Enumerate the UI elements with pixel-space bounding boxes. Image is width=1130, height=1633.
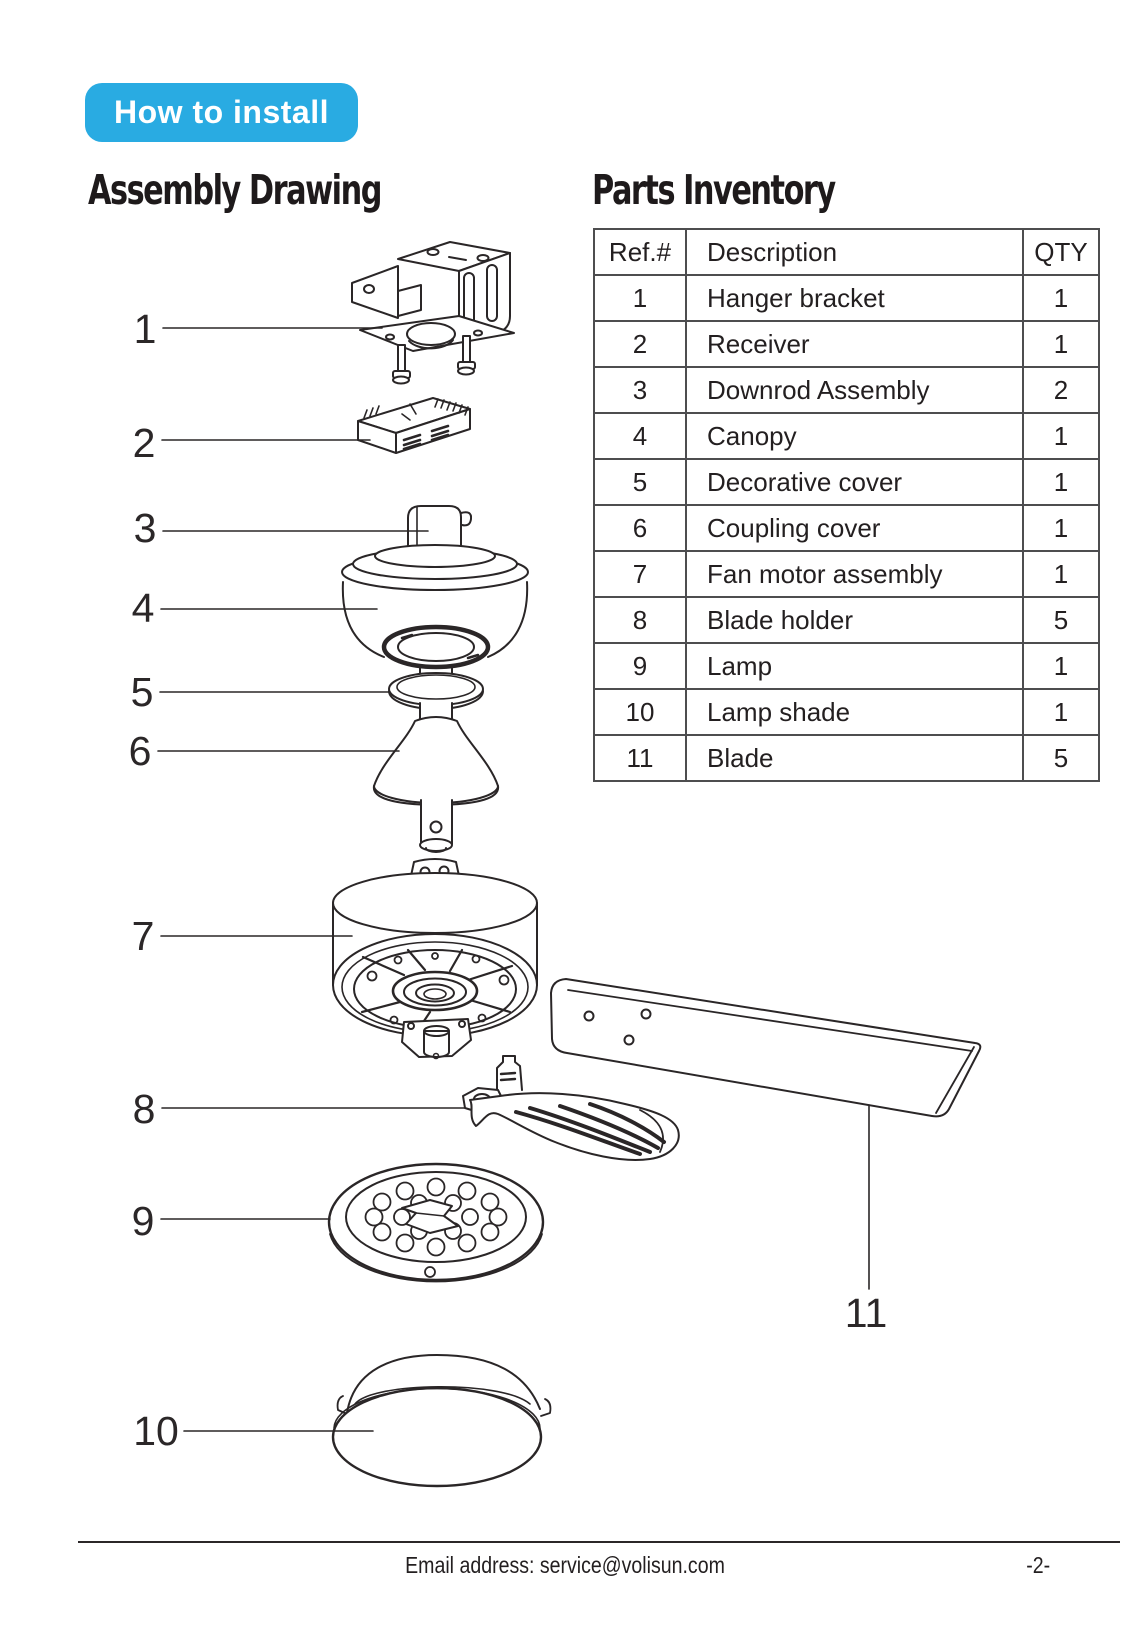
col-header-description: Description xyxy=(686,229,1023,275)
ref-cell: 9 xyxy=(594,643,686,689)
callout-3: 3 xyxy=(133,505,157,551)
callout-9: 9 xyxy=(131,1198,155,1244)
description-cell: Fan motor assembly xyxy=(686,551,1023,597)
hanger-bracket-drawing xyxy=(352,242,514,384)
qty-cell: 1 xyxy=(1023,551,1099,597)
fan-motor-assembly-drawing xyxy=(333,859,537,1059)
coupling-cover-drawing xyxy=(374,717,498,852)
qty-cell: 1 xyxy=(1023,505,1099,551)
callout-2: 2 xyxy=(132,420,156,466)
ref-cell: 6 xyxy=(594,505,686,551)
downrod-assembly-drawing xyxy=(408,506,471,547)
callout-4: 4 xyxy=(131,585,155,631)
description-cell: Lamp xyxy=(686,643,1023,689)
qty-cell: 1 xyxy=(1023,275,1099,321)
ref-cell: 3 xyxy=(594,367,686,413)
qty-cell: 1 xyxy=(1023,321,1099,367)
description-cell: Canopy xyxy=(686,413,1023,459)
parts-inventory-heading: Parts Inventory xyxy=(592,166,835,214)
callout-10: 10 xyxy=(133,1408,179,1454)
ref-cell: 4 xyxy=(594,413,686,459)
col-header-ref: Ref.# xyxy=(594,229,686,275)
blade-drawing xyxy=(551,979,980,1116)
callout-1: 1 xyxy=(133,306,157,352)
ref-cell: 10 xyxy=(594,689,686,735)
lamp-drawing xyxy=(329,1164,543,1281)
qty-cell: 1 xyxy=(1023,459,1099,505)
description-cell: Receiver xyxy=(686,321,1023,367)
description-cell: Blade holder xyxy=(686,597,1023,643)
callout-11: 11 xyxy=(844,1290,888,1336)
description-cell: Downrod Assembly xyxy=(686,367,1023,413)
callout-5: 5 xyxy=(130,669,154,715)
ref-cell: 8 xyxy=(594,597,686,643)
description-cell: Coupling cover xyxy=(686,505,1023,551)
badge-label: How to install xyxy=(114,94,329,130)
ref-cell: 7 xyxy=(594,551,686,597)
description-cell: Blade xyxy=(686,735,1023,781)
qty-cell: 5 xyxy=(1023,735,1099,781)
callout-leader-lines xyxy=(158,328,869,1431)
description-cell: Lamp shade xyxy=(686,689,1023,735)
qty-cell: 1 xyxy=(1023,413,1099,459)
qty-cell: 1 xyxy=(1023,643,1099,689)
ref-cell: 5 xyxy=(594,459,686,505)
description-cell: Hanger bracket xyxy=(686,275,1023,321)
col-header-qty: QTY xyxy=(1023,229,1099,275)
ref-cell: 1 xyxy=(594,275,686,321)
canopy-drawing xyxy=(342,545,528,677)
callout-8: 8 xyxy=(132,1086,156,1132)
callout-7: 7 xyxy=(131,913,155,959)
ref-cell: 2 xyxy=(594,321,686,367)
footer-email: Email address: service@volisun.com xyxy=(405,1552,725,1578)
qty-cell: 2 xyxy=(1023,367,1099,413)
qty-cell: 5 xyxy=(1023,597,1099,643)
callout-6: 6 xyxy=(128,728,152,774)
lamp-shade-drawing xyxy=(333,1355,550,1486)
qty-cell: 1 xyxy=(1023,689,1099,735)
blade-holder-drawing xyxy=(463,1056,679,1160)
assembly-drawing-heading: Assembly Drawing xyxy=(88,166,381,214)
footer-divider xyxy=(78,1541,1120,1543)
ref-cell: 11 xyxy=(594,735,686,781)
description-cell: Decorative cover xyxy=(686,459,1023,505)
footer-page-number: -2- xyxy=(1026,1552,1050,1578)
callout-numbers xyxy=(129,306,888,1454)
receiver-drawing xyxy=(358,398,470,453)
decorative-cover-drawing xyxy=(389,673,483,721)
